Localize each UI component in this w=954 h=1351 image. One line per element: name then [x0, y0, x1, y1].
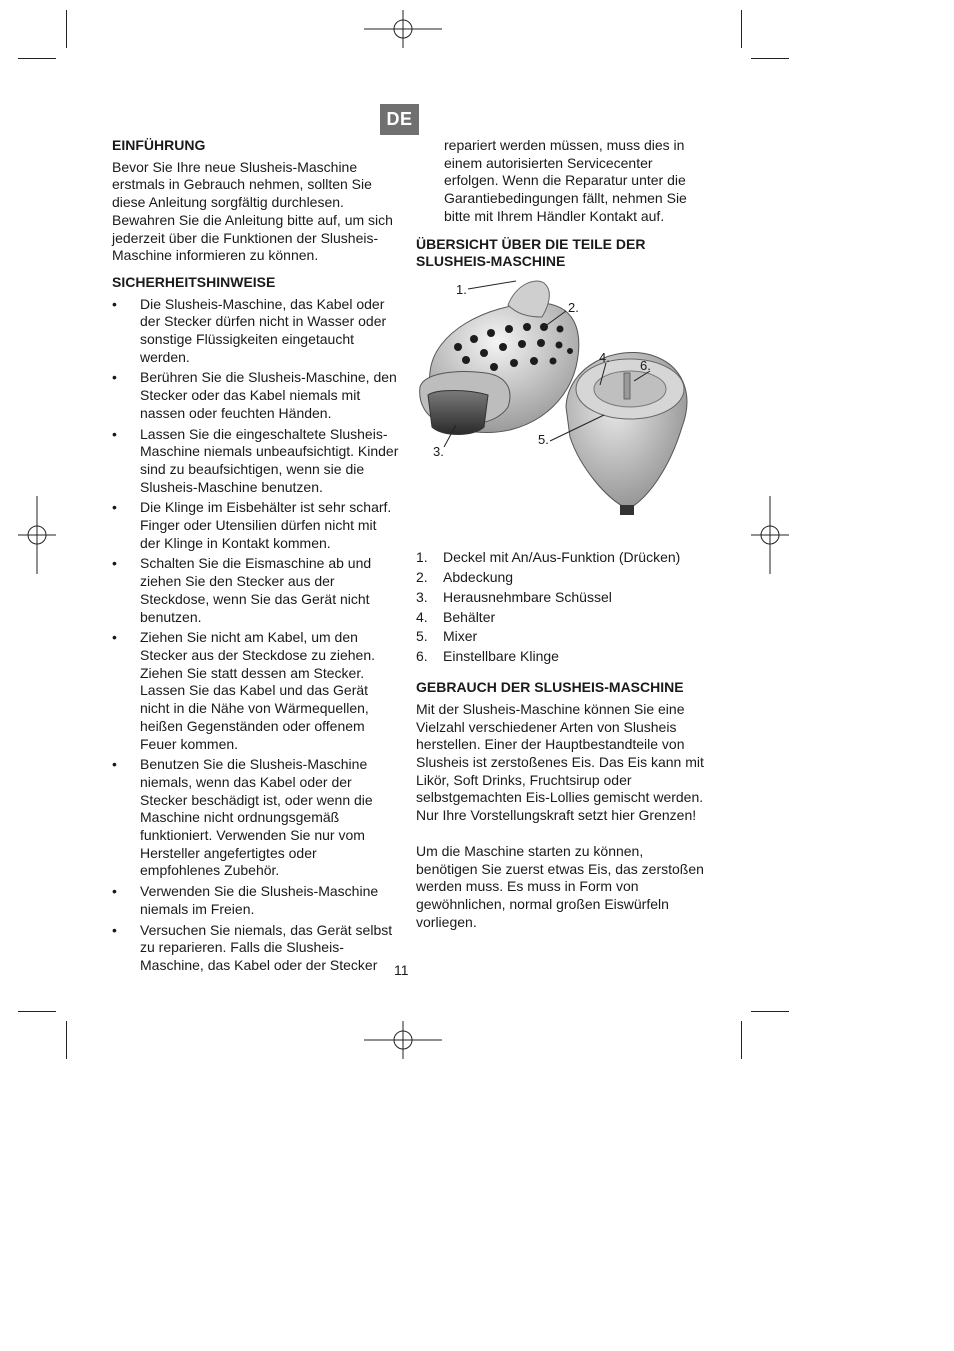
- usage-heading: GEBRAUCH DER SLUSHEIS-MASCHINE: [416, 679, 684, 696]
- crop-mark: [66, 1021, 67, 1059]
- bullet-icon: •: [112, 295, 117, 312]
- bullet-icon: •: [112, 425, 117, 442]
- list-item: 5. Mixer: [416, 628, 478, 645]
- slush-machine-illustration: [416, 277, 706, 535]
- bullet-icon: •: [112, 756, 117, 773]
- list-item: • Die Slusheis-Maschine, das Kabel oder der Stecker dürfen nicht in Wasser oder sonstige Flüssigkeiten eingetaucht werden.: [112, 295, 387, 365]
- list-item: • Die Klinge im Eisbehälter ist sehr scharf. Finger oder Utensilien dürfen nicht mit der Klinge in Kontakt kommen.: [112, 499, 392, 551]
- bullet-icon: •: [112, 883, 117, 900]
- safety-heading: SICHERHEITSHINWEISE: [112, 273, 276, 290]
- registration-mark-icon: [18, 496, 56, 574]
- crop-mark: [18, 58, 56, 59]
- usage-paragraph-2: Um die Maschine starten zu können, benötigen Sie zuerst etwas Eis, das zerstoßen werden muss. Es muss in Form von gewöhnlichen, normal großen Eiswürfeln vorliegen.: [416, 842, 704, 930]
- crop-mark: [741, 10, 742, 48]
- callout-4: 4.: [599, 349, 610, 365]
- bullet-icon: •: [112, 369, 117, 386]
- list-item: • Ziehen Sie nicht am Kabel, um den Stecker aus der Steckdose zu ziehen. Ziehen Sie statt dessen am Stecker. Lassen Sie das Kabel und das Gerät nicht in die Nähe von Wärmequellen, heißen Gegenständen oder offenem Feuer kommen.: [112, 629, 376, 752]
- list-item: 1. Deckel mit An/Aus-Funktion (Drücken): [416, 548, 681, 565]
- crop-mark: [66, 10, 67, 48]
- list-item: • Verwenden Sie die Slusheis-Maschine niemals im Freien.: [112, 883, 379, 917]
- parts-heading: ÜBERSICHT ÜBER DIE TEILE DER SLUSHEIS-MASCHINE: [416, 235, 646, 270]
- list-item: • Versuchen Sie niemals, das Gerät selbst zu reparieren. Falls die Slusheis-Maschine, das Kabel oder der Stecker: [112, 921, 393, 973]
- list-item: 3. Herausnehmbare Schüssel: [416, 588, 612, 605]
- parts-list: [416, 549, 706, 666]
- safety-list: [112, 296, 400, 975]
- bullet-icon: •: [112, 629, 117, 646]
- bullet-icon: •: [112, 921, 117, 938]
- bullet-icon: •: [112, 555, 117, 572]
- left-column: [112, 137, 400, 978]
- list-item: • Benutzen Sie die Slusheis-Maschine niemals, wenn das Kabel oder der Stecker beschädigt ist, oder wenn die Maschine nicht ordnungsgemäß funktioniert. Verwenden Sie nur vom Hersteller angefertigtes oder empfohlenes Zubehör.: [112, 756, 373, 879]
- continued-paragraph: repariert werden müssen, muss dies in einem autorisierten Servicecenter erfolgen. Wenn die Reparatur unter die Garantiebedingungen fällt, nehmen Sie bitte mit Ihrem Händler Kontakt auf.: [444, 137, 687, 224]
- crop-mark: [18, 1011, 56, 1012]
- callout-3: 3.: [433, 443, 444, 459]
- crop-mark: [741, 1021, 742, 1059]
- list-item: • Lassen Sie die eingeschaltete Slusheis-Maschine niemals unbeaufsichtigt. Kinder sind zu beaufsichtigen, wenn sie die Slusheis-Maschine benutzen.: [112, 425, 399, 495]
- list-item: • Schalten Sie die Eismaschine ab und ziehen Sie den Stecker aus der Steckdose, wenn Sie das Gerät nicht benutzen.: [112, 555, 372, 625]
- list-item: 4. Behälter: [416, 608, 496, 625]
- usage-paragraph-1: Mit der Slusheis-Maschine können Sie eine Vielzahl verschiedener Arten von Slusheis herstellen. Einer der Hauptbestandteile von Slusheis ist zerstoßenes Eis. Das Eis kann mit Likör, Soft Drinks, Fruchtsirup oder selbstgemachten Eis-Lollies gemischt werden. Nur Ihre Vorstellungskraft setzt hier Grenzen!: [416, 700, 704, 824]
- list-item: 2. Abdeckung: [416, 568, 514, 585]
- registration-mark-icon: [364, 10, 442, 48]
- product-diagram: [416, 277, 706, 535]
- registration-mark-icon: [364, 1021, 442, 1059]
- callout-6: 6.: [640, 357, 651, 373]
- list-item: 6. Einstellbare Klinge: [416, 648, 559, 665]
- callout-2: 2.: [568, 299, 579, 315]
- crop-mark: [751, 1011, 789, 1012]
- intro-heading: EINFÜHRUNG: [112, 137, 206, 153]
- language-badge: DE: [380, 104, 419, 135]
- list-item: • Berühren Sie die Slusheis-Maschine, den Stecker oder das Kabel niemals mit nassen oder feuchten Händen.: [112, 369, 397, 421]
- bullet-icon: •: [112, 499, 117, 516]
- callout-1: 1.: [456, 281, 467, 297]
- intro-paragraph: Bevor Sie Ihre neue Slusheis-Maschine erstmals in Gebrauch nehmen, sollten Sie diese Anleitung sorgfältig durchlesen. Bewahren Sie die Anleitung bitte auf, um sich jederzeit über die Funktionen der Slusheis-Maschine informieren zu können.: [112, 158, 393, 264]
- right-column: [416, 137, 706, 931]
- crop-mark: [751, 58, 789, 59]
- registration-mark-icon: [751, 496, 789, 574]
- page-number: 11: [394, 962, 409, 978]
- callout-5: 5.: [538, 431, 549, 447]
